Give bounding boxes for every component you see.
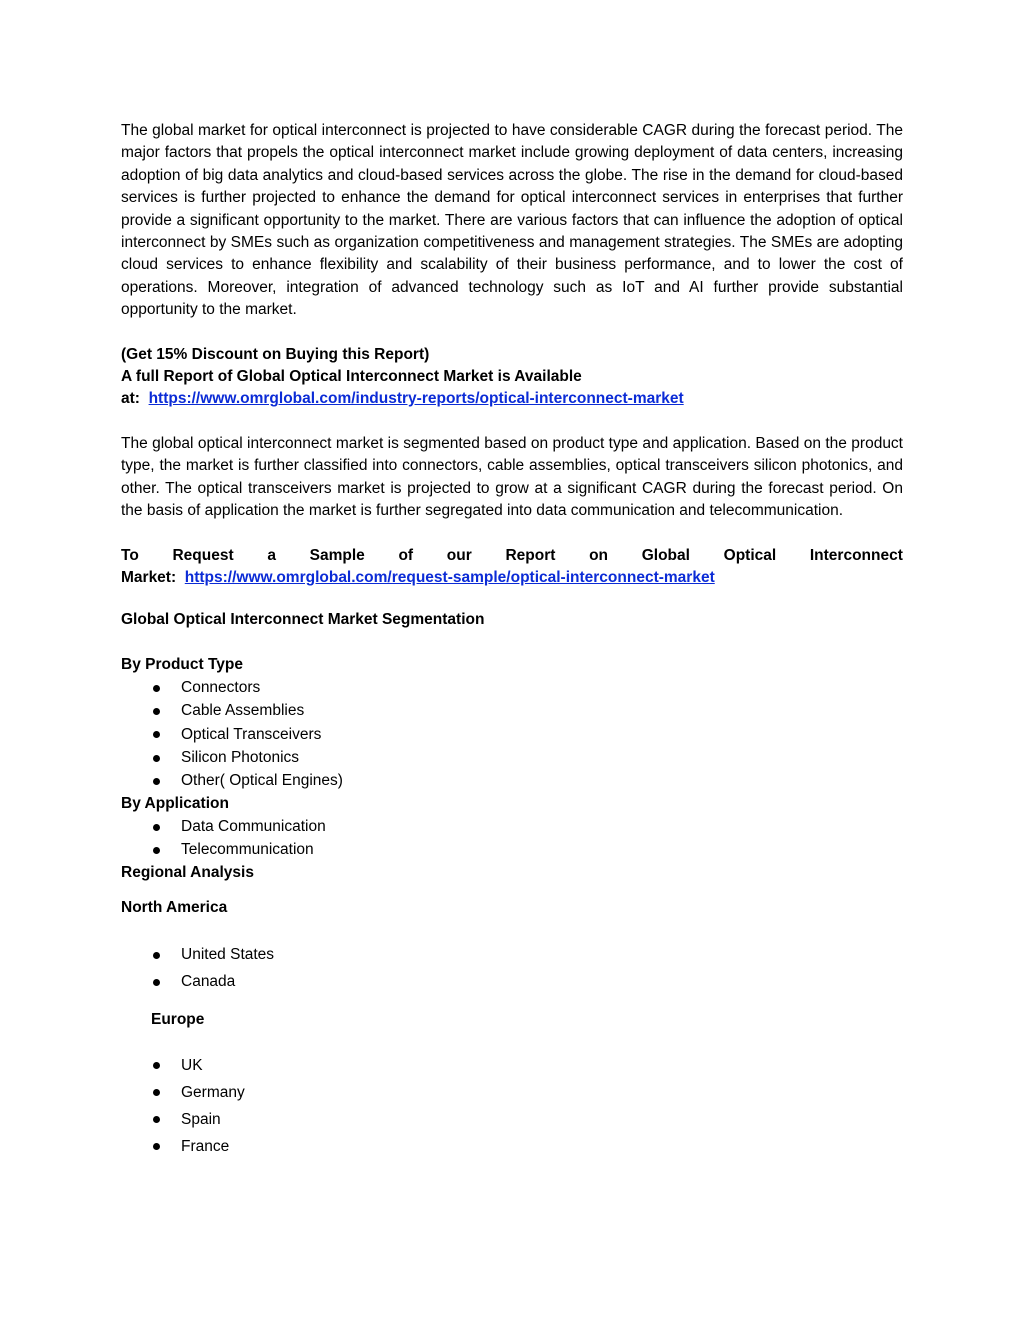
sample-request-word: of <box>398 546 414 564</box>
bullet-icon <box>153 1116 160 1123</box>
bullet-icon <box>153 847 160 854</box>
list-item: Silicon Photonics <box>121 746 903 769</box>
document-page <box>121 120 903 1160</box>
bullet-icon <box>153 979 160 986</box>
sample-request-word: Sample <box>309 546 365 564</box>
bullet-icon <box>153 824 160 831</box>
bullet-icon <box>153 778 160 785</box>
market-label: Market: <box>121 568 177 586</box>
list-item: France <box>121 1133 903 1160</box>
north-america-heading: North America <box>121 899 228 917</box>
list-item: Data Communication <box>121 815 903 838</box>
bullet-icon <box>153 685 160 692</box>
bullet-icon <box>153 952 160 959</box>
bullet-icon <box>153 755 160 762</box>
application-list <box>121 815 903 862</box>
list-item: Canada <box>121 968 903 995</box>
list-item: Germany <box>121 1079 903 1106</box>
full-report-availability: A full Report of Global Optical Interconnect Market is Available <box>121 368 582 386</box>
list-item: UK <box>121 1052 903 1079</box>
europe-heading: Europe <box>151 1011 205 1029</box>
sample-request-line <box>121 545 903 567</box>
bullet-icon <box>153 1062 160 1069</box>
list-item: Telecommunication <box>121 838 903 861</box>
at-label: at: <box>121 390 140 408</box>
sample-request-word: Interconnect <box>809 546 903 564</box>
application-heading: By Application <box>121 794 229 812</box>
sample-request-word: Request <box>172 546 234 564</box>
bullet-icon <box>153 1089 160 1096</box>
list-item: Connectors <box>121 676 903 699</box>
discount-offer: (Get 15% Discount on Buying this Report) <box>121 345 430 363</box>
bullet-icon <box>153 731 160 738</box>
sample-request-word: a <box>267 546 276 564</box>
list-item: Cable Assemblies <box>121 699 903 722</box>
list-item: United States <box>121 941 903 968</box>
bullet-icon <box>153 708 160 715</box>
sample-request-word: To <box>121 546 139 564</box>
bullet-icon <box>153 1143 160 1150</box>
regional-analysis-heading: Regional Analysis <box>121 863 254 881</box>
segmentation-heading: Global Optical Interconnect Market Segmentation <box>121 611 485 629</box>
product-type-list <box>121 676 903 792</box>
sample-link-line <box>121 567 903 589</box>
report-link-line <box>121 388 903 410</box>
list-item: Optical Transceivers <box>121 723 903 746</box>
sample-request-word: on <box>589 546 609 564</box>
report-link[interactable]: https://www.omrglobal.com/industry-reports/optical-interconnect-market <box>148 390 684 408</box>
sample-request-word: our <box>446 546 472 564</box>
sample-link[interactable]: https://www.omrglobal.com/request-sample/optical-interconnect-market <box>184 568 715 586</box>
europe-list <box>121 1052 903 1160</box>
sample-request-word: Optical <box>723 546 777 564</box>
intro-paragraph: The global market for optical interconnect is projected to have considerable CAGR during the forecast period. The major factors that propels the optical interconnect market include growing deployment of data centers, increasing adoption of big data analytics and cloud-based services across the globe. The rise in the demand for cloud-based services is further projected to enhance the demand for optical interconnect services in enterprises that further provide a significant opportunity to the market. There are various factors that can influence the adoption of optical interconnect by SMEs such as organization competitiveness and management strategies. The SMEs are adopting cloud services to enhance flexibility and scalability of their business performance, and to lower the cost of operations. Moreover, integration of advanced technology such as IoT and AI further provide substantial opportunity to the market. <box>121 122 903 319</box>
sample-request-word: Report <box>505 546 556 564</box>
segmentation-paragraph: The global optical interconnect market is segmented based on product type and application. Based on the product type, the market is further classified into connectors, cable assemblies, optical transceivers silicon photonics, and other. The optical transceivers market is projected to grow at a significant CAGR during the forecast period. On the basis of application the market is further segregated into data communication and telecommunication. <box>121 434 903 520</box>
sample-request-word: Global <box>641 546 690 564</box>
north-america-list <box>121 941 903 995</box>
list-item: Spain <box>121 1106 903 1133</box>
list-item: Other( Optical Engines) <box>121 769 903 792</box>
product-type-heading: By Product Type <box>121 655 244 673</box>
